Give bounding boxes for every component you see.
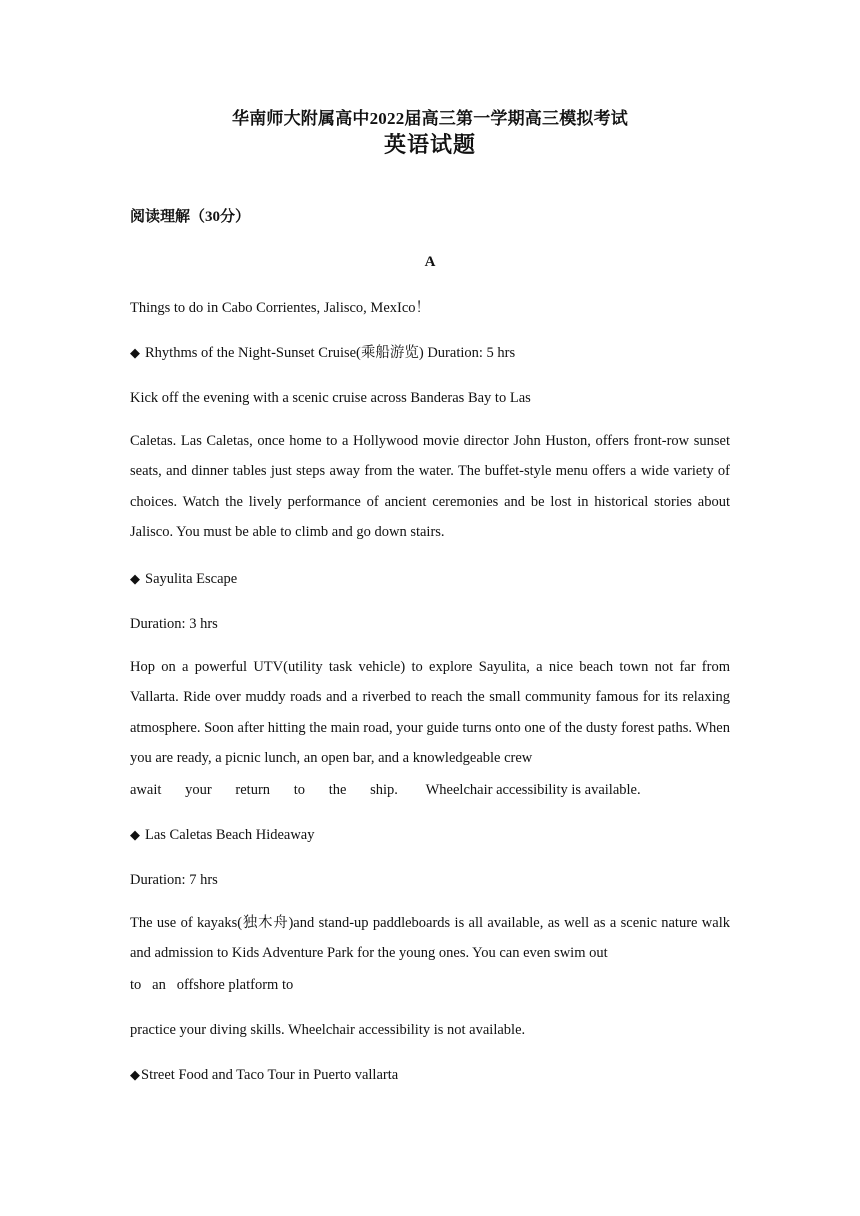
item1-title: Rhythms of the Night-Sunset Cruise(乘船游览) Duration: 5 hrs <box>145 345 516 361</box>
item2-duration: Duration: 3 hrs <box>130 616 218 632</box>
diamond-bullet-icon: ◆ <box>130 1068 140 1083</box>
item2-heading <box>130 569 730 590</box>
word: the <box>328 782 347 798</box>
school-title: 华南师大附属高中2022届高三第一学期高三模拟考试 <box>232 109 628 128</box>
word: your <box>185 782 212 798</box>
subject-title: 英语试题 <box>383 132 476 157</box>
word: to <box>293 782 306 798</box>
item3-title: Las Caletas Beach Hideaway <box>145 827 315 843</box>
item3-heading <box>130 825 730 846</box>
passage-intro: Things to do in Cabo Corrientes, Jalisco, MexIco！ <box>130 300 431 316</box>
item1-heading <box>130 343 730 364</box>
word: return <box>235 782 271 798</box>
item3-paragraph: The use of kayaks(独木舟)and stand-up paddleboards is all available, as well as a scenic nature walk and admission to Kids Adventure Park for the young ones. You can even swim out <box>130 915 730 962</box>
item2-title: Sayulita Escape <box>145 571 238 587</box>
word: ship. <box>370 782 398 798</box>
item2-last-line <box>130 780 650 800</box>
item4-title: Street Food and Taco Tour in Puerto vallarta <box>141 1067 399 1083</box>
diamond-bullet-icon: ◆ <box>130 346 140 361</box>
diamond-bullet-icon: ◆ <box>130 828 140 843</box>
item2-paragraph: Hop on a powerful UTV(utility task vehicle) to explore Sayulita, a nice beach town not far from Vallarta. Ride over muddy roads and a riverbed to reach the small community famous for its relaxing atmosphere. Soon after hitting the main road, your guide turns onto one of the dusty forest paths. When you are ready, a picnic lunch, an open bar, and a knowledgeable crew <box>130 659 730 767</box>
word: await <box>130 782 162 798</box>
section-heading: 阅读理解（30分） <box>130 209 251 225</box>
item3-line4: practice your diving skills. Wheelchair accessibility is not available. <box>130 1022 526 1038</box>
diamond-bullet-icon: ◆ <box>130 572 140 587</box>
item1-paragraph: Caletas. Las Caletas, once home to a Hollywood movie director John Huston, offers front-row sunset seats, and dinner tables just steps away from the water. The buffet-style menu offers a wide variety of choices. Watch the lively performance of ancient ceremonies and be lost in historical stories about Jalisco. You must be able to climb and go down stairs. <box>130 433 730 541</box>
item4-heading <box>130 1065 730 1086</box>
item2-accessibility: Wheelchair accessibility is available. <box>425 782 641 798</box>
passage-letter: A <box>424 254 436 270</box>
item1-line1: Kick off the evening with a scenic cruise across Banderas Bay to Las <box>130 390 531 406</box>
item3-line3: to an offshore platform to <box>130 977 294 993</box>
item3-duration: Duration: 7 hrs <box>130 872 218 888</box>
